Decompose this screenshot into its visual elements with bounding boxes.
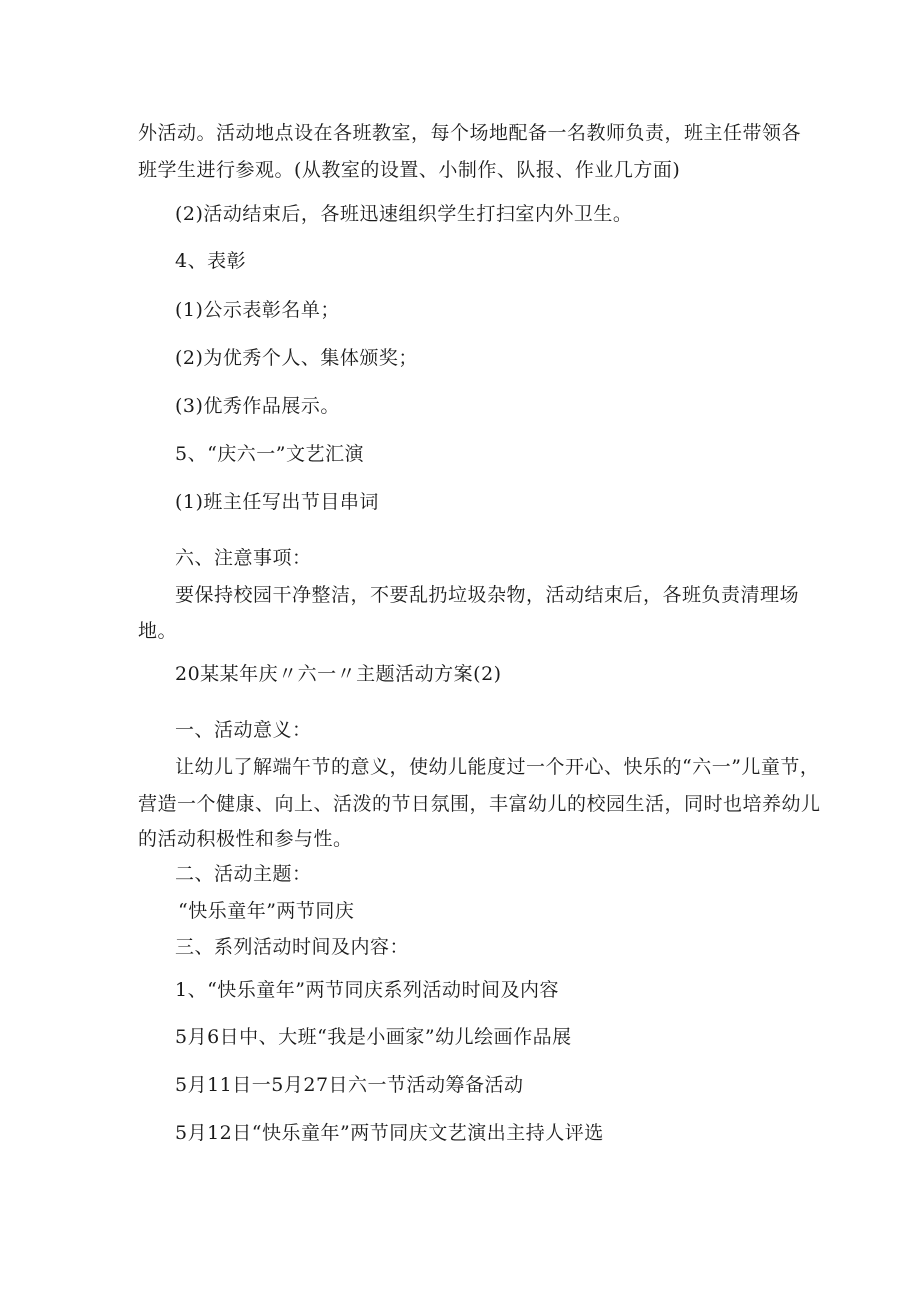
list-item: (1)公示表彰名单；: [175, 299, 340, 321]
paragraph-line: “快乐童年”两节同庆: [178, 900, 355, 922]
paragraph-line: 外活动。活动地点设在各班教室，每个场地配备一名教师负责，班主任带领各: [138, 122, 802, 144]
paragraph-line: 地。: [138, 620, 178, 642]
section-heading: 三、系列活动时间及内容：: [175, 936, 410, 958]
section-heading: 4、表彰: [175, 250, 247, 272]
section-heading: 二、活动主题：: [175, 863, 312, 885]
paragraph-line: 的活动积极性和参与性。: [138, 828, 353, 850]
list-item: (2)活动结束后，各班迅速组织学生打扫室内外卫生。: [175, 203, 633, 225]
list-item: 5月11日一5月27日六一节活动筹备活动: [175, 1074, 524, 1096]
list-item: (1)班主任写出节目串词: [175, 491, 379, 513]
list-item: 5月12日“快乐童年”两节同庆文艺演出主持人评选: [175, 1122, 604, 1144]
paragraph-line: 让幼儿了解端午节的意义，使幼儿能度过一个开心、快乐的“六一”儿童节，: [175, 756, 820, 778]
list-item: (3)优秀作品展示。: [175, 395, 340, 417]
section-heading: 5、“庆六一”文艺汇演: [175, 443, 365, 465]
list-item: 5月6日中、大班“我是小画家”幼儿绘画作品展: [175, 1026, 572, 1048]
paragraph-line: 营造一个健康、向上、活泼的节日氛围，丰富幼儿的校园生活，同时也培养幼儿: [138, 793, 821, 815]
document-title: 20某某年庆〃六一〃主题活动方案(2): [175, 663, 502, 685]
section-heading: 一、活动意义：: [175, 719, 312, 741]
paragraph-line: 班学生进行参观。(从教室的设置、小制作、队报、作业几方面): [138, 159, 681, 181]
section-heading: 六、注意事项：: [175, 547, 312, 569]
list-item: (2)为优秀个人、集体颁奖；: [175, 347, 418, 369]
paragraph-line: 要保持校园干净整洁，不要乱扔垃圾杂物，活动结束后，各班负责清理场: [175, 584, 800, 606]
list-item: 1、“快乐童年”两节同庆系列活动时间及内容: [175, 979, 560, 1001]
